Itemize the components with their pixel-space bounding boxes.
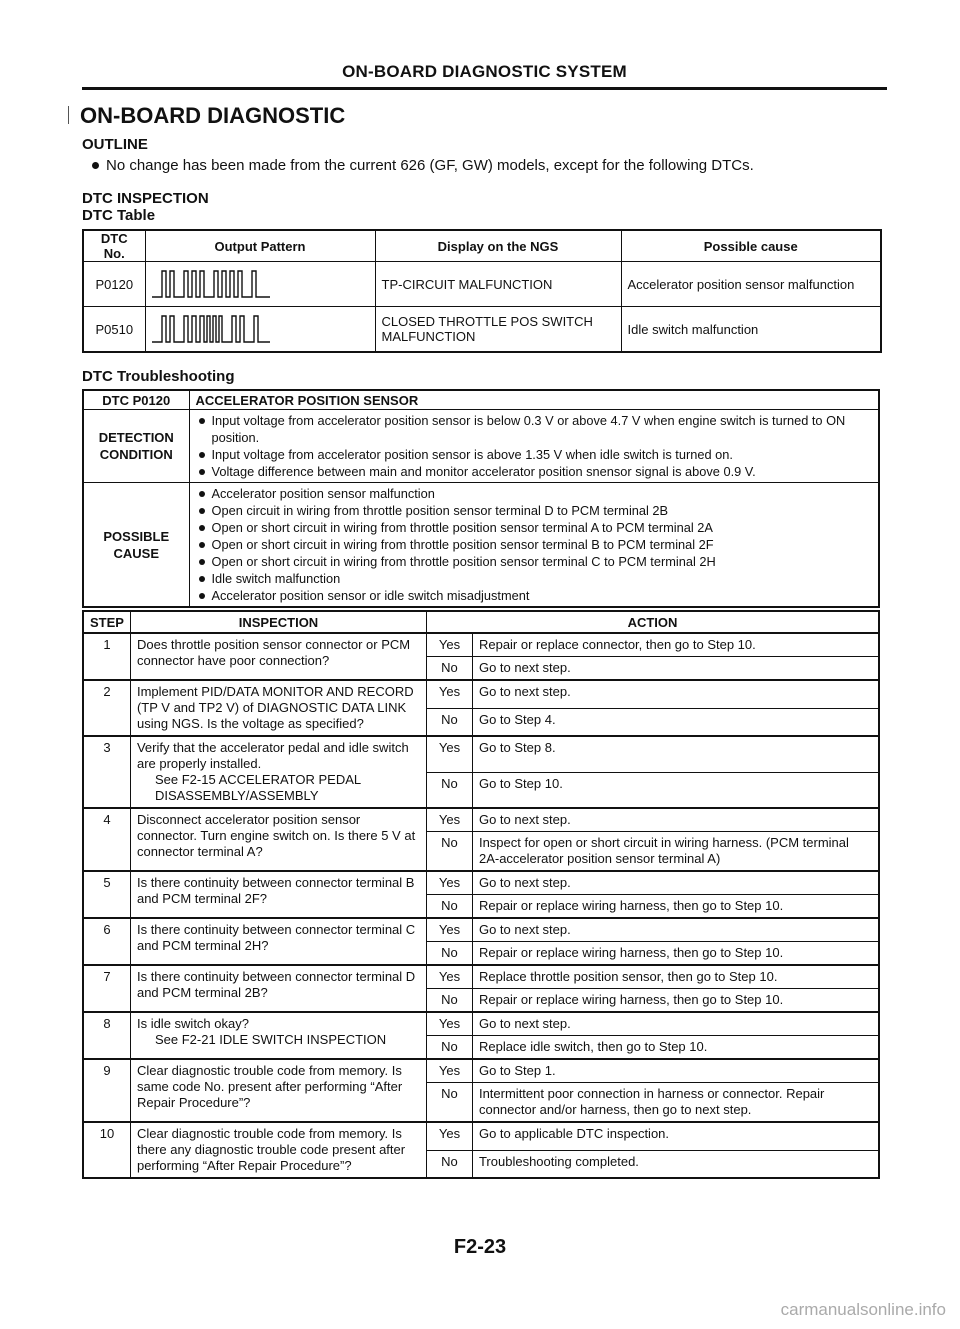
- table-row: [83, 736, 879, 772]
- yes-label: Yes: [426, 680, 472, 708]
- yes-action: Go to next step.: [472, 871, 879, 895]
- step-number: 5: [83, 871, 130, 918]
- step-number: 2: [83, 680, 130, 736]
- step-number: 8: [83, 1012, 130, 1059]
- no-label: No: [426, 832, 472, 872]
- yes-action: Go to next step.: [472, 680, 879, 708]
- cause-label: POSSIBLE CAUSE: [83, 483, 189, 608]
- section-title: [80, 103, 345, 129]
- yes-action: Go to next step.: [472, 808, 879, 832]
- yes-label: Yes: [426, 918, 472, 942]
- troubleshooting-steps-table: [82, 610, 880, 1179]
- table-row: [83, 1059, 879, 1083]
- cause-list-cell: [189, 483, 879, 608]
- step-inspection: [130, 808, 426, 871]
- table-row: [83, 965, 879, 989]
- inspection-text: Disconnect accelerator position sensor connector. Turn engine switch on. Is there 5 V at connector terminal A?: [136, 812, 416, 859]
- no-action: Repair or replace wiring harness, then go to Step 10.: [472, 895, 879, 919]
- step-number: 3: [83, 736, 130, 808]
- table-row: [83, 871, 879, 895]
- step-inspection: [130, 736, 426, 808]
- step-inspection: [130, 871, 426, 918]
- dtc-condition-table: [82, 389, 880, 608]
- inspection-text: Is idle switch okay?: [136, 1016, 249, 1031]
- list-item: Accelerator position sensor or idle switch misadjustment: [196, 587, 873, 604]
- no-action: Go to Step 4.: [472, 708, 879, 736]
- step-number: 7: [83, 965, 130, 1012]
- dtc-code: P0120: [83, 262, 145, 307]
- step-inspection: [130, 918, 426, 965]
- yes-action: Go to next step.: [472, 1012, 879, 1036]
- list-item: Open or short circuit in wiring from throttle position sensor terminal A to PCM terminal 2A: [196, 519, 873, 536]
- yes-label: Yes: [426, 871, 472, 895]
- ngs-display: CLOSED THROTTLE POS SWITCH MALFUNCTION: [375, 307, 621, 353]
- yes-label: Yes: [426, 965, 472, 989]
- col-output-pattern: Output Pattern: [145, 230, 375, 262]
- no-label: No: [426, 1083, 472, 1123]
- bullet-icon: [92, 162, 99, 169]
- col-possible-cause: Possible cause: [621, 230, 881, 262]
- no-action: Replace idle switch, then go to Step 10.: [472, 1036, 879, 1060]
- detection-list: [196, 410, 873, 482]
- inspection-text: Clear diagnostic trouble code from memory. Is there any diagnostic trouble code present after performing “After Repair Procedure”?: [136, 1126, 406, 1173]
- inspection-reference: See F2-15 ACCELERATOR PEDAL DISASSEMBLY/ASSEMBLY: [154, 772, 361, 803]
- no-label: No: [426, 989, 472, 1013]
- steps-header-row: [83, 611, 879, 633]
- step-number: 9: [83, 1059, 130, 1122]
- col-step: STEP: [83, 611, 130, 633]
- yes-action: Go to next step.: [472, 918, 879, 942]
- dtc-code: P0510: [83, 307, 145, 353]
- section-title-text: ON-BOARD DIAGNOSTIC: [80, 103, 346, 128]
- no-action: Troubleshooting completed.: [472, 1150, 879, 1178]
- list-item: Idle switch malfunction: [196, 570, 873, 587]
- no-label: No: [426, 772, 472, 808]
- table-row: [83, 633, 879, 657]
- yes-label: Yes: [426, 736, 472, 772]
- outline-bullet: [92, 157, 754, 174]
- step-inspection: [130, 1122, 426, 1178]
- page-number: F2-23: [453, 1236, 507, 1258]
- no-action: Go to next step.: [472, 657, 879, 681]
- list-item: Open or short circuit in wiring from throttle position sensor terminal C to PCM terminal 2H: [196, 553, 873, 570]
- inspection-text: Is there continuity between connector terminal B and PCM terminal 2F?: [136, 875, 415, 906]
- outline-heading: OUTLINE: [82, 136, 148, 153]
- list-item: Input voltage from accelerator position sensor is above 1.35 V when idle switch is turned on.: [196, 446, 873, 463]
- yes-action: Go to Step 8.: [472, 736, 879, 772]
- yes-label: Yes: [426, 1059, 472, 1083]
- col-inspection: INSPECTION: [130, 611, 426, 633]
- no-action: Repair or replace wiring harness, then go to Step 10.: [472, 942, 879, 966]
- step-number: 4: [83, 808, 130, 871]
- dtc-table: [82, 229, 882, 353]
- no-action: Intermittent poor connection in harness or connector. Repair connector and/or harness, then go to next step.: [472, 1083, 879, 1123]
- table-row: [83, 1122, 879, 1150]
- output-pattern-waveform: [152, 312, 282, 346]
- cause-row: [83, 483, 879, 608]
- yes-action: Repair or replace connector, then go to Step 10.: [472, 633, 879, 657]
- output-pattern-cell: [145, 262, 375, 307]
- no-action: Repair or replace wiring harness, then go to Step 10.: [472, 989, 879, 1013]
- inspection-text: Is there continuity between connector terminal C and PCM terminal 2H?: [136, 922, 416, 953]
- dtc-label: DTC P0120: [83, 390, 189, 410]
- detection-list-cell: [189, 410, 879, 483]
- output-pattern-waveform: [152, 267, 282, 301]
- possible-cause: Idle switch malfunction: [621, 307, 881, 353]
- troubleshooting-heading: DTC Troubleshooting: [82, 368, 235, 385]
- inspection-text: Clear diagnostic trouble code from memory. Is same code No. present after performing “After Repair Procedure”?: [136, 1063, 403, 1110]
- ngs-display: TP-CIRCUIT MALFUNCTION: [375, 262, 621, 307]
- inspection-text: Implement PID/DATA MONITOR AND RECORD (TP V and TP2 V) of DIAGNOSTIC DATA LINK using NGS. Is the voltage as specified?: [136, 684, 414, 731]
- yes-label: Yes: [426, 808, 472, 832]
- header-rule: [82, 87, 887, 90]
- table-row: [83, 808, 879, 832]
- list-item: Open or short circuit in wiring from throttle position sensor terminal B to PCM terminal 2F: [196, 536, 873, 553]
- no-label: No: [426, 1036, 472, 1060]
- table-row: [83, 680, 879, 708]
- inspection-text: Is there continuity between connector terminal D and PCM terminal 2B?: [136, 969, 416, 1000]
- output-pattern-cell: [145, 307, 375, 353]
- no-label: No: [426, 657, 472, 681]
- no-action: Inspect for open or short circuit in wiring harness. (PCM terminal 2A-accelerator position sensor terminal A): [472, 832, 879, 872]
- no-label: No: [426, 1150, 472, 1178]
- list-item: Voltage difference between main and monitor accelerator position snensor signal is above 0.9 V.: [196, 463, 873, 480]
- yes-action: Go to applicable DTC inspection.: [472, 1122, 879, 1150]
- yes-action: Go to Step 1.: [472, 1059, 879, 1083]
- inspection-text: Verify that the accelerator pedal and idle switch are properly installed.: [136, 740, 409, 771]
- yes-label: Yes: [426, 1012, 472, 1036]
- no-label: No: [426, 708, 472, 736]
- step-inspection: [130, 1059, 426, 1122]
- yes-label: Yes: [426, 633, 472, 657]
- table-row: [83, 262, 881, 307]
- no-action: Go to Step 10.: [472, 772, 879, 808]
- yes-label: Yes: [426, 1122, 472, 1150]
- page-header: ON-BOARD DIAGNOSTIC SYSTEM: [342, 62, 627, 81]
- list-item: Input voltage from accelerator position sensor is below 0.3 V or above 4.7 V when engine switch is turned to ON position.: [196, 412, 873, 446]
- table-row: [83, 1012, 879, 1036]
- margin-mark: [68, 106, 69, 124]
- step-inspection: [130, 633, 426, 680]
- no-label: No: [426, 895, 472, 919]
- list-item: Accelerator position sensor malfunction: [196, 485, 873, 502]
- no-label: No: [426, 942, 472, 966]
- table-row: [83, 918, 879, 942]
- inspection-reference: See F2-21 IDLE SWITCH INSPECTION: [154, 1032, 387, 1047]
- yes-action: Replace throttle position sensor, then go to Step 10.: [472, 965, 879, 989]
- col-action: ACTION: [426, 611, 879, 633]
- step-inspection: [130, 1012, 426, 1059]
- watermark: carmanualsonline.info: [780, 1300, 946, 1319]
- col-dtc-no: DTC No.: [83, 230, 145, 262]
- col-ngs-display: Display on the NGS: [375, 230, 621, 262]
- inspection-text: Does throttle position sensor connector or PCM connector have poor connection?: [136, 637, 411, 668]
- step-number: 10: [83, 1122, 130, 1178]
- list-item: Open circuit in wiring from throttle position sensor terminal D to PCM terminal 2B: [196, 502, 873, 519]
- detection-label: DETECTION CONDITION: [83, 410, 189, 483]
- dtc-title-row: [83, 390, 879, 410]
- outline-text: No change has been made from the current 626 (GF, GW) models, except for the following DTCs.: [106, 157, 754, 174]
- dtc-table-header-row: [83, 230, 881, 262]
- step-number: 1: [83, 633, 130, 680]
- dtc-table-heading: DTC Table: [82, 207, 156, 224]
- step-inspection: [130, 965, 426, 1012]
- dtc-title: ACCELERATOR POSITION SENSOR: [189, 390, 879, 410]
- possible-cause: Accelerator position sensor malfunction: [621, 262, 881, 307]
- step-number: 6: [83, 918, 130, 965]
- step-inspection: [130, 680, 426, 736]
- table-row: [83, 307, 881, 353]
- steps-body: [83, 633, 879, 1178]
- detection-row: [83, 410, 879, 483]
- cause-list: [196, 483, 873, 606]
- dtc-inspection-heading: DTC INSPECTION: [82, 190, 209, 207]
